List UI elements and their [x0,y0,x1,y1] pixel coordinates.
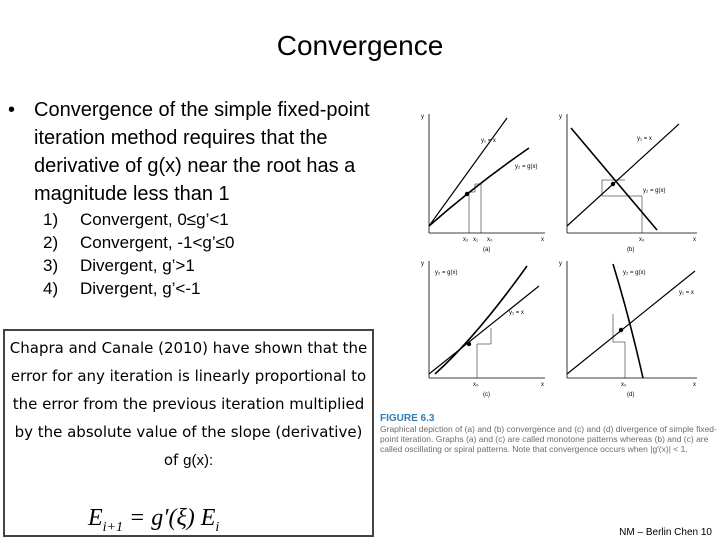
error-formula [88,503,219,543]
panel-d-label: (d) [627,392,635,398]
numbered-list [43,208,234,300]
callout-gx: g(x): [183,452,214,469]
panel-c-curve1-label: y₁ = x [509,310,524,316]
panel-d [559,261,697,398]
panel-a-tick: x₀ [487,237,493,243]
panel-c-iteration-path [477,328,491,378]
panel-a-label: (a) [483,247,491,253]
list-item [43,208,234,231]
list-item [43,254,234,277]
panel-c [421,261,545,398]
panel-a-curve-g [429,148,529,226]
formula-lhs-sub: i+1 [102,519,124,535]
list-item-text: Divergent, g’>1 [80,256,195,275]
bullet-text: Convergence of the simple fixed-point iteration method requires that the derivative of g(x) near the root has a magnitude less than 1 [34,99,370,205]
panel-d-curve2-label: y₂ = g(x) [623,270,646,276]
panel-d-curve1-label: y₁ = x [679,290,694,296]
list-item-number: 4) [43,279,59,298]
panel-d-fixed-point [619,328,623,332]
panel-a-curve1-label: y₁ = x [481,138,496,144]
panel-a-fixed-point [465,192,469,196]
panel-b-tick: x₀ [639,237,645,243]
panel-c-y-label: y [421,261,424,267]
figure-caption-text: Graphical depiction of (a) and (b) convergence and (c) and (d) divergence of simple fixed-point iteration. Graphs (a) and (c) are called monotone patterns whereas (b) and (c) are called oscillating or spiral patterns. Note that convergence occurs when |g′(x)| < 1. [380,424,717,454]
panel-c-curve2-label: y₂ = g(x) [435,270,458,276]
list-item-number: 1) [43,210,59,229]
panel-d-iteration-path [613,314,625,378]
figure-caption [380,414,718,454]
panel-b-curve-g [571,128,657,230]
panel-b-y-label: y [559,114,562,120]
panel-a-tick: x₂ [463,237,469,243]
figure-caption-label: FIGURE 6.3 [380,413,435,424]
list-item-text: Convergent, -1<g’≤0 [80,233,235,252]
panel-a-x-label: x [541,237,544,243]
list-item-number: 2) [43,233,59,252]
panel-a [421,114,545,253]
panel-a-y-label: y [421,114,424,120]
panel-a-tick: x₁ [473,237,479,243]
panel-d-y-label: y [559,261,562,267]
panel-d-curve-g [613,264,643,378]
list-item [43,231,234,254]
panel-c-fixed-point [467,342,471,346]
panel-c-line-y1 [429,286,539,374]
panel-b-curve1-label: y₁ = x [637,136,652,142]
panel-b-curve2-label: y₂ = g(x) [643,188,666,194]
panel-c-x-label: x [541,382,544,388]
formula-rhs-sub: i [215,519,220,535]
panel-c-tick: x₀ [473,382,479,388]
slide-title: Convergence [276,30,444,61]
bullet-marker: • [8,99,16,121]
panel-b-label: (b) [627,247,635,253]
callout-text: Chapra and Canale (2010) have shown that the error for any iteration is linearly proportional to the error from the previous iteration multiplied by the absolute value of the slope (derivative) of [9,339,368,469]
slide-footer: NM – Berlin Chen 10 [619,527,712,538]
panel-b-line-y1 [567,124,679,226]
formula-lhs: E [88,505,103,531]
panel-d-x-label: x [693,382,696,388]
list-item-text: Convergent, 0≤g’<1 [80,210,229,229]
panel-b-fixed-point [611,182,615,186]
list-item [43,277,234,300]
formula-eq: = g′(ξ) E [129,505,216,531]
panel-d-line-y1 [567,271,695,374]
panel-b-x-label: x [693,237,696,243]
list-item-text: Divergent, g’<-1 [80,279,201,298]
panel-d-tick: x₀ [621,382,627,388]
main-bullet [8,96,403,208]
panel-b [559,114,697,253]
panel-a-curve2-label: y₂ = g(x) [515,164,538,170]
list-item-number: 3) [43,256,59,275]
fixed-point-figure [417,106,717,408]
panel-c-label: (c) [483,392,490,398]
